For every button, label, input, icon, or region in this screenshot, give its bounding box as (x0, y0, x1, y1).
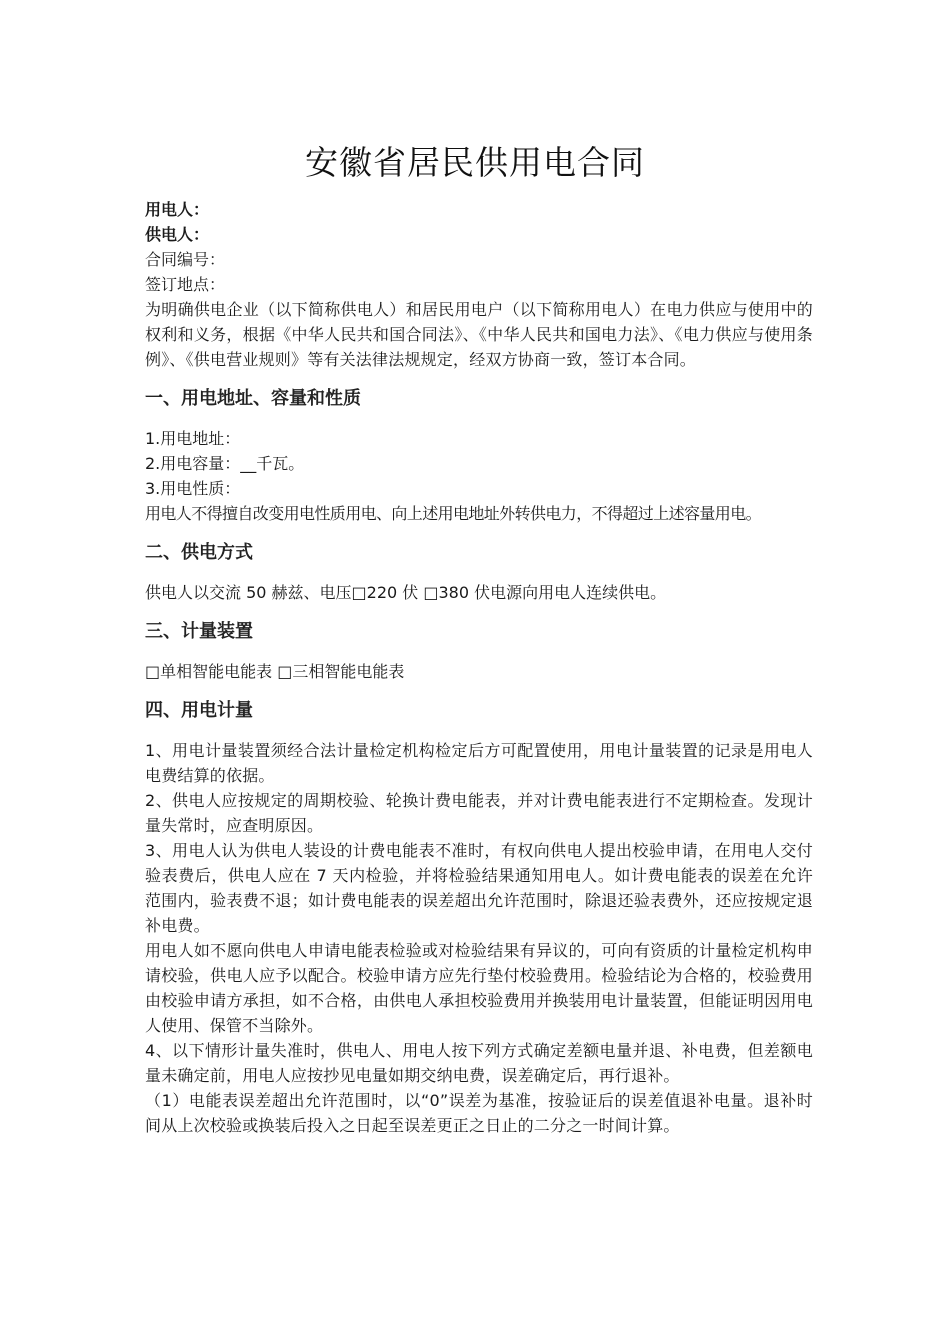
document-body (145, 197, 813, 1138)
metering-clause-1: 1、用电计量装置须经合法计量检定机构检定后方可配置使用，用电计量装置的记录是用电人电费结算的依据。 (145, 741, 813, 785)
section-heading-address-capacity: 一、用电地址、容量和性质 (145, 388, 361, 409)
supply-method-line: 供电人以交流 50 赫兹、电压□220 伏 □380 伏电源向用电人连续供电。 (145, 583, 667, 602)
metering-clause-3: 3、用电人认为供电人装设的计费电能表不准时，有权向供电人提出校验申请，在用电人交付验表费后，供电人应在 7 天内检验，并将检验结果通知用电人。如计费电能表的误差在允许范围内，验表费不退；如计费电能表的误差超出允许范围时，除退还验表费外，还应按规定退补电费。 (145, 841, 813, 935)
usage-nature-line: 3.用电性质： (145, 479, 241, 498)
usage-address-line: 1.用电地址： (145, 429, 241, 448)
section-heading-metering-device: 三、计量装置 (145, 621, 253, 642)
section-heading-usage-metering: 四、用电计量 (145, 700, 253, 721)
contract-number-label: 合同编号： (145, 250, 226, 269)
metering-clause-3-supplement: 用电人如不愿向供电人申请电能表检验或对检验结果有异议的，可向有资质的计量检定机构申请校验，供电人应予以配合。校验申请方应先行垫付校验费用。检验结论为合格的，校验费用由校验申请方承担，如不合格，由供电人承担校验费用并换装用电计量装置，但能证明因用电人使用、保管不当除外。 (145, 941, 813, 1035)
usage-restriction-line: 用电人不得擅自改变用电性质用电、向上述用电地址外转供电力，不得超过上述容量用电。 (145, 504, 762, 523)
supplier-field-label: 供电人： (145, 225, 210, 244)
section-heading-supply-method: 二、供电方式 (145, 542, 253, 563)
meter-type-options-line: □单相智能电能表 □三相智能电能表 (145, 662, 405, 681)
usage-capacity-line: 2.用电容量：__千瓦。 (145, 454, 305, 473)
document-title: 安徽省居民供用电合同 (305, 143, 645, 182)
consumer-field-label: 用电人： (145, 200, 210, 219)
metering-clause-2: 2、供电人应按规定的周期校验、轮换计费电能表，并对计费电能表进行不定期检查。发现计量失常时，应查明原因。 (145, 791, 813, 835)
preamble-paragraph: 为明确供电企业（以下简称供电人）和居民用电户（以下简称用电人）在电力供应与使用中的权利和义务，根据《中华人民共和国合同法》、《中华人民共和国电力法》、《电力供应与使用条例》、《供电营业规则》等有关法律法规规定，经双方协商一致，签订本合同。 (145, 300, 813, 369)
metering-clause-4-item-1: （1）电能表误差超出允许范围时，以“0”误差为基准，按验证后的误差值退补电量。退补时间从上次校验或换装后投入之日起至误差更正之日止的二分之一时间计算。 (145, 1091, 813, 1135)
metering-clause-4: 4、以下情形计量失准时，供电人、用电人按下列方式确定差额电量并退、补电费，但差额电量未确定前，用电人应按抄见电量如期交纳电费，误差确定后，再行退补。 (145, 1041, 813, 1085)
signing-place-label: 签订地点： (145, 275, 226, 294)
